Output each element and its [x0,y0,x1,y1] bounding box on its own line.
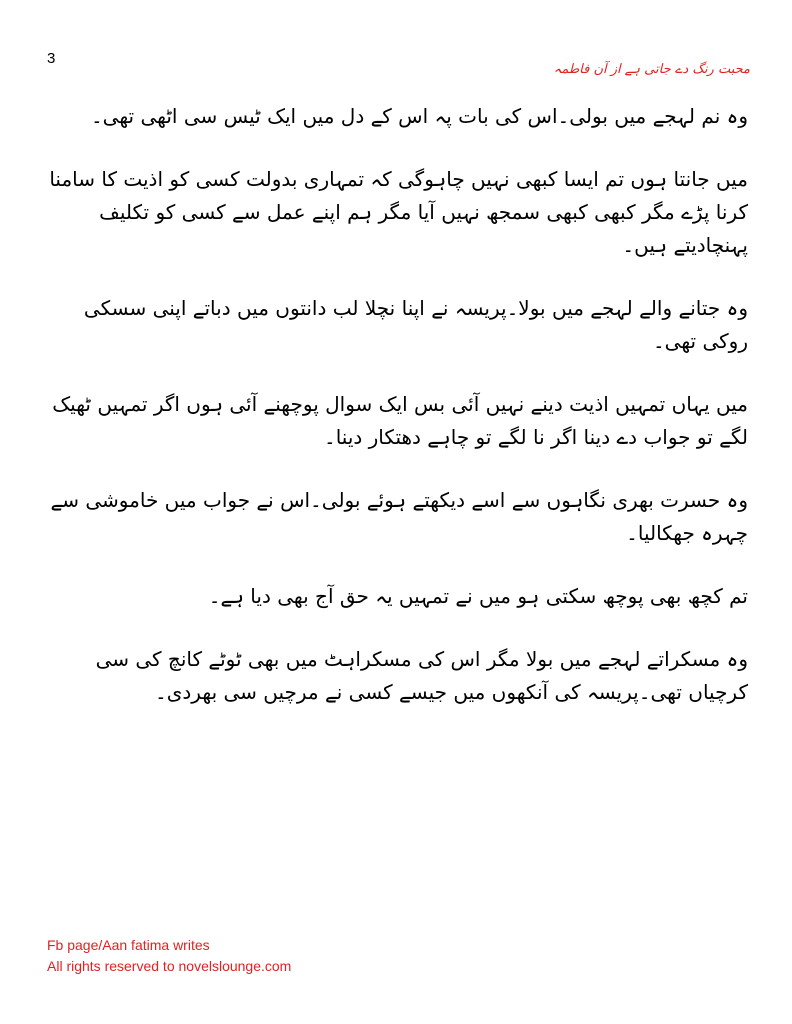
paragraph-3: وہ جتانے والے لہجے میں بولا۔پریسہ نے اپنا نچلا لب دانتوں میں دباتے اپنی سسکی روکی تھی۔ [83,296,748,353]
body-text [40,100,748,709]
paragraph-2: میں جانتا ہوں تم ایسا کبھی نہیں چاہوگی کہ تمہاری بدولت کسی کو اذیت کا سامنا کرنا پڑے مگر کبھی کبھی سمجھ نہیں آیا مگر ہم اپنے عمل سے کسی کو تکلیف پہنچادیتے ہیں۔ [49,167,748,257]
paragraph-5: وہ حسرت بھری نگاہوں سے اسے دیکھتے ہوئے بولی۔اس نے جواب میں خاموشی سے چہرہ جھکالیا۔ [50,488,748,545]
footer-rights: All rights reserved to novelslounge.com [47,958,292,974]
paragraph-1: وہ نم لہجے میں بولی۔اس کی بات پہ اس کے دل میں ایک ٹیس سی اٹھی تھی۔ [90,104,748,128]
paragraph-4: میں یہاں تمہیں اذیت دینے نہیں آئی بس ایک سوال پوچھنے آئی ہوں اگر تمہیں ٹھیک لگے تو جواب دے دینا اگر نا لگے تو چاہے دھتکار دینا۔ [52,392,748,449]
footer-page-credit: Fb page/Aan fatima writes [47,937,210,953]
page-number: 3 [47,50,56,67]
paragraph-6: تم کچھ بھی پوچھ سکتی ہو میں نے تمہیں یہ حق آج بھی دیا ہے۔ [208,584,748,608]
footer [47,935,291,977]
paragraph-7: وہ مسکراتے لہجے میں بولا مگر اس کی مسکراہٹ میں بھی ٹوٹے کانچ کی سی کرچیاں تھی۔پریسہ کی آنکھوں میں جیسے کسی نے مرچیں سی بھردی۔ [95,647,748,704]
running-header: محبت رنگ دے جاتی ہے از آن فاطمہ [553,62,750,77]
